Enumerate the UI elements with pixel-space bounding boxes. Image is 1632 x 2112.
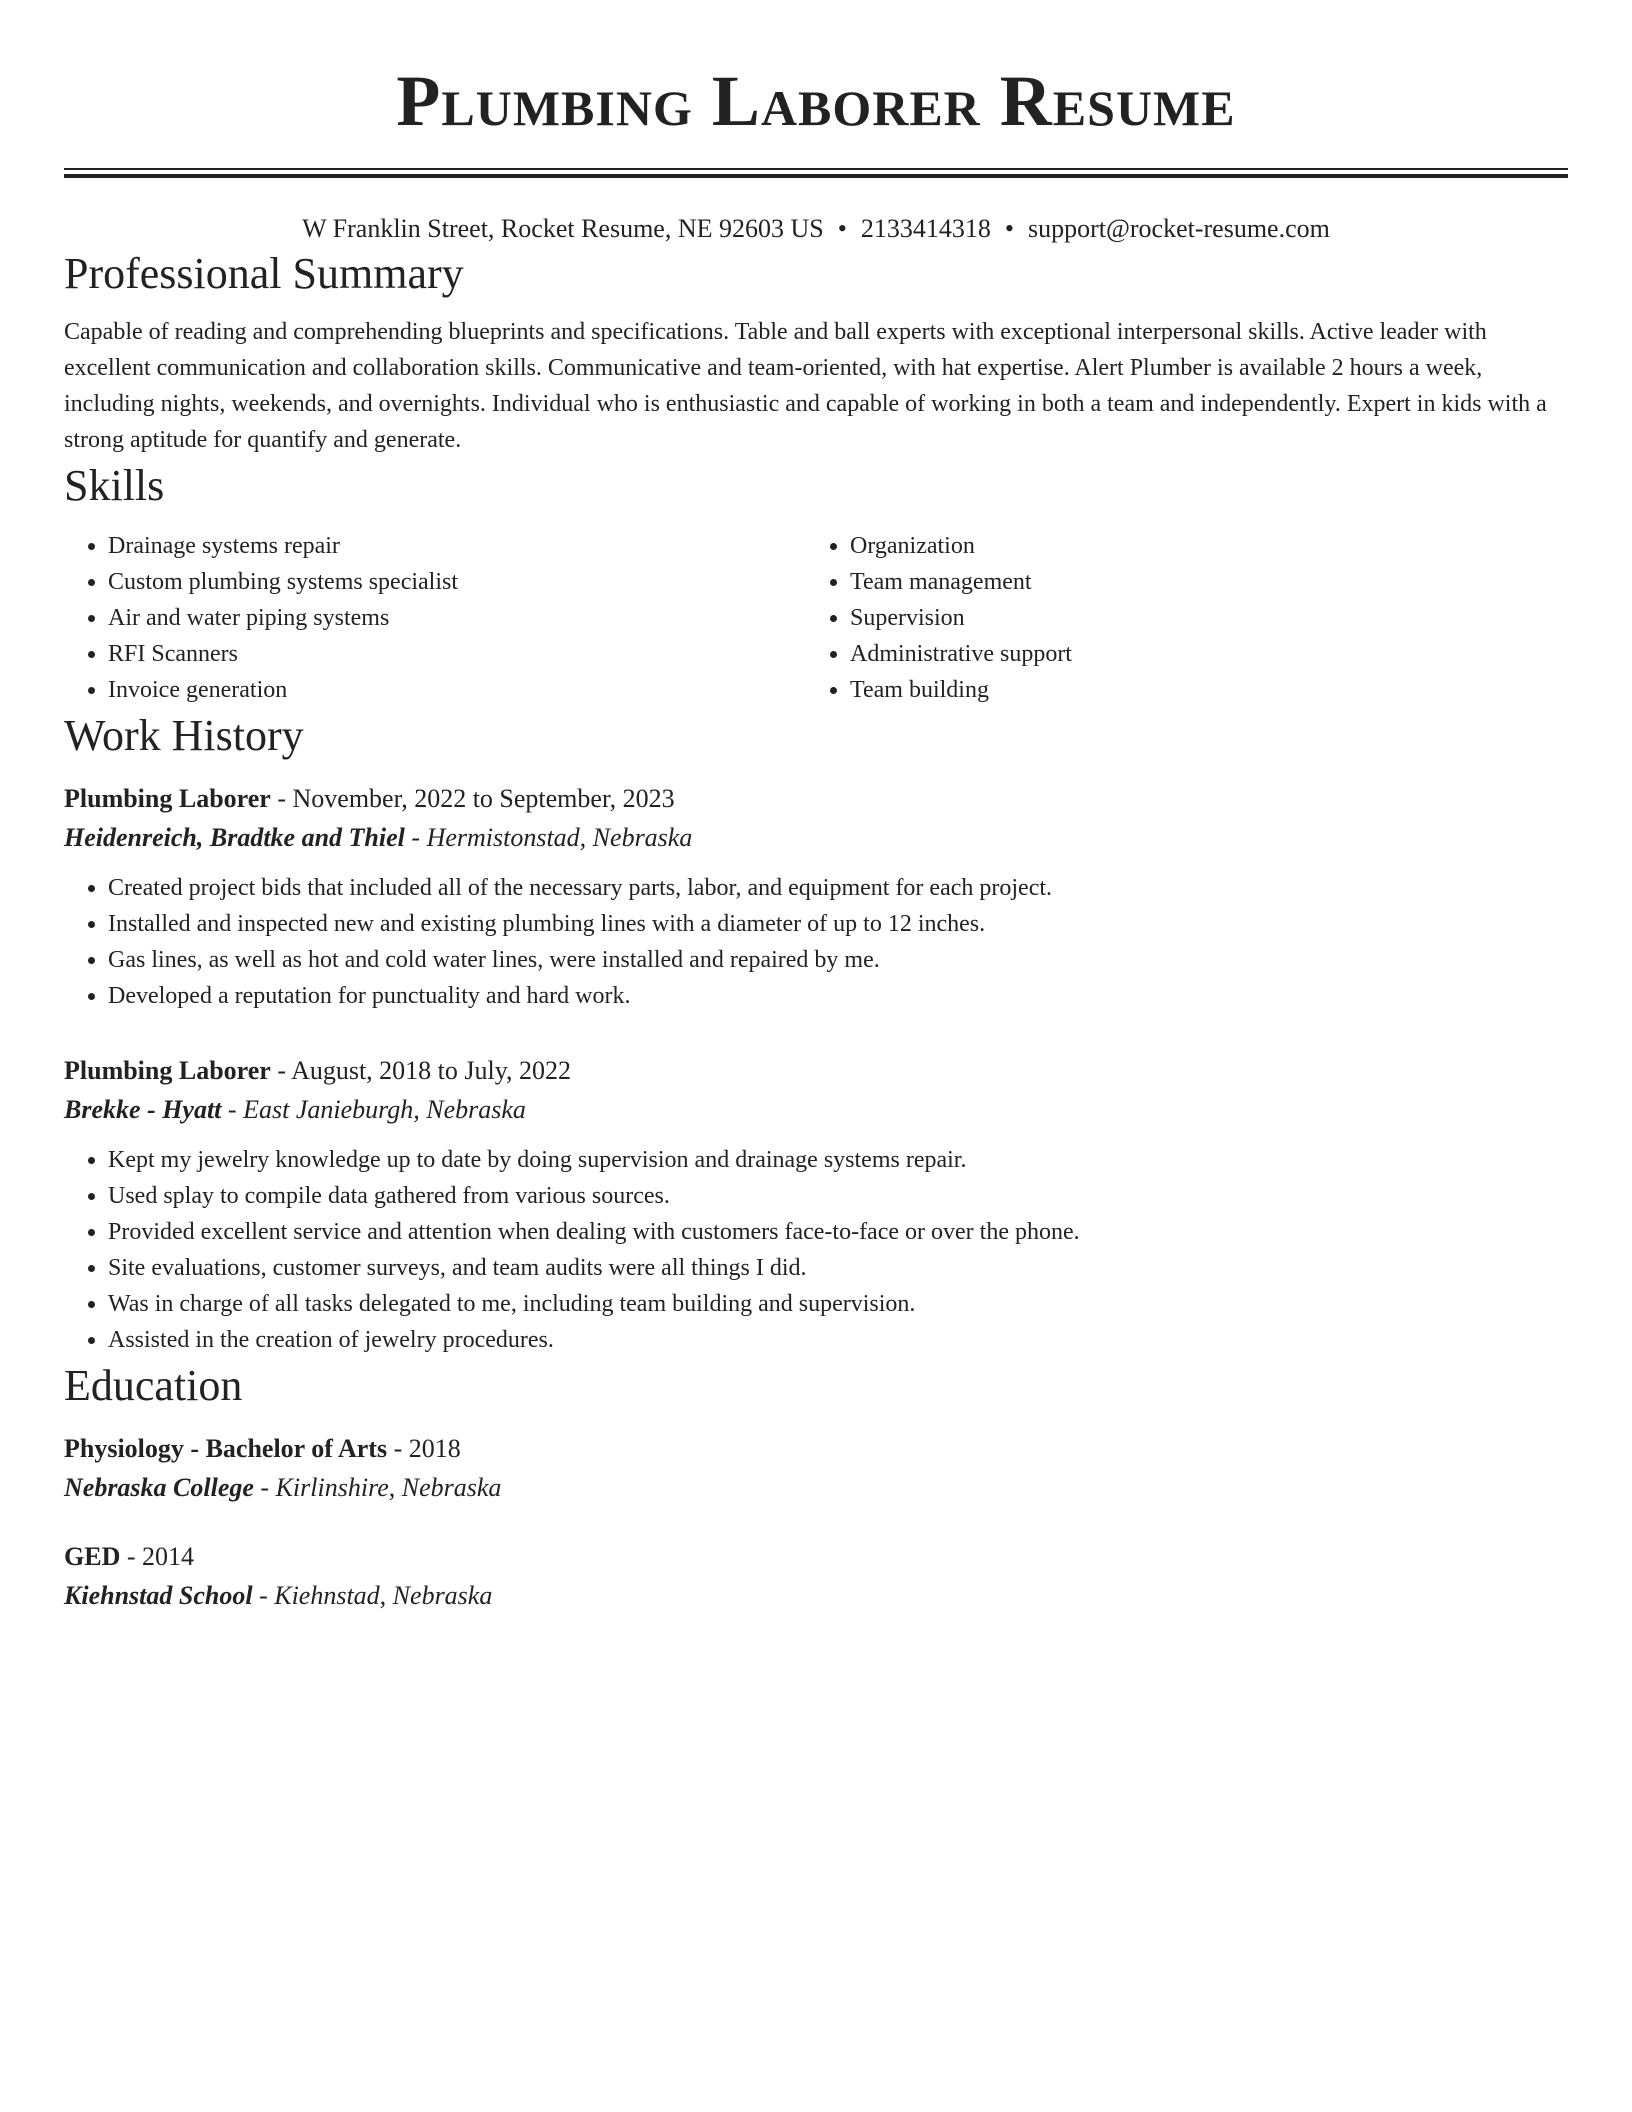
- skills-column-right: [806, 528, 1548, 708]
- job-duties: [64, 870, 1568, 1014]
- job-duties: [64, 1142, 1568, 1358]
- skill-item: • Invoice generation: [108, 672, 806, 708]
- job-location: Hermistonstad, Nebraska: [426, 823, 693, 852]
- job-duty: • Developed a reputation for punctuality and hard work.: [108, 978, 1568, 1014]
- skill-item: • Custom plumbing systems specialist: [108, 564, 806, 600]
- job-dates: November, 2022 to September, 2023: [292, 784, 675, 813]
- education-location: Kiehnstad, Nebraska: [274, 1581, 493, 1610]
- skill-item: • Team management: [850, 564, 1548, 600]
- skill-item: • Drainage systems repair: [108, 528, 806, 564]
- resume-title: Plumbing Laborer Resume: [396, 61, 1236, 141]
- education-school-line: Kiehnstad School - Kiehnstad, Nebraska: [64, 1581, 493, 1610]
- job-duty: • Was in charge of all tasks delegated to me, including team building and supervision.: [108, 1286, 1568, 1322]
- title-divider: [64, 168, 1568, 178]
- work-history-heading: Work History: [64, 711, 304, 760]
- job-company-line: Heidenreich, Bradtke and Thiel - Hermistonstad, Nebraska: [64, 823, 693, 852]
- job-duty: • Created project bids that included all of the necessary parts, labor, and equipment for each project.: [108, 870, 1568, 906]
- job-company-line: Brekke - Hyatt - East Janieburgh, Nebraska: [64, 1095, 526, 1124]
- education-degree: GED: [64, 1542, 121, 1571]
- job-entry: [64, 1052, 1568, 1358]
- job-dates: August, 2018 to July, 2022: [291, 1056, 572, 1085]
- education-entry: [64, 1430, 1568, 1508]
- job-company: Brekke - Hyatt: [64, 1095, 222, 1124]
- summary-text: Capable of reading and comprehending blueprints and specifications. Table and ball experts with exceptional interpersonal skills. Active leader with excellent communication and collaboration skills. Communicative and team-oriented, with hat expertise. Alert Plumber is available 2 hours a week, including nights, weekends, and overnights. Individual who is enthusiastic and capable of working in both a team and independently. Expert in kids with a strong aptitude for quantify and generate.: [64, 319, 1547, 453]
- skill-item: • Organization: [850, 528, 1548, 564]
- education-school-line: Nebraska College - Kirlinshire, Nebraska: [64, 1473, 502, 1502]
- job-header: Plumbing Laborer - November, 2022 to September, 2023: [64, 784, 675, 813]
- education-header: GED - 2014: [64, 1542, 195, 1571]
- job-duty: • Site evaluations, customer surveys, and team audits were all things I did.: [108, 1250, 1568, 1286]
- skill-item: • Supervision: [850, 600, 1548, 636]
- job-entry: [64, 780, 1568, 1014]
- summary-heading: Professional Summary: [64, 249, 464, 298]
- contact-line: [64, 212, 1568, 246]
- education-location: Kirlinshire, Nebraska: [275, 1473, 502, 1502]
- education-heading: Education: [64, 1361, 243, 1410]
- skill-item: • Team building: [850, 672, 1548, 708]
- contact-separator: •: [1004, 214, 1014, 243]
- education-year: 2014: [142, 1542, 195, 1571]
- contact-phone: 2133414318: [860, 214, 991, 243]
- education-entry: [64, 1538, 1568, 1616]
- education-school: Nebraska College: [64, 1473, 254, 1502]
- job-duty: • Gas lines, as well as hot and cold water lines, were installed and repaired by me.: [108, 942, 1568, 978]
- education-header: Physiology - Bachelor of Arts - 2018: [64, 1434, 461, 1463]
- job-duty: • Kept my jewelry knowledge up to date by doing supervision and drainage systems repair.: [108, 1142, 1568, 1178]
- job-title: Plumbing Laborer: [64, 784, 271, 813]
- skills-column-left: [64, 528, 806, 708]
- job-title: Plumbing Laborer: [64, 1056, 271, 1085]
- job-company: Heidenreich, Bradtke and Thiel: [64, 823, 405, 852]
- job-header: Plumbing Laborer - August, 2018 to July, 2022: [64, 1056, 572, 1085]
- job-location: East Janieburgh, Nebraska: [243, 1095, 526, 1124]
- skills-heading: Skills: [64, 461, 165, 510]
- skill-item: • Air and water piping systems: [108, 600, 806, 636]
- education-degree: Physiology - Bachelor of Arts: [64, 1434, 388, 1463]
- contact-separator: •: [837, 214, 847, 243]
- skill-item: • RFI Scanners: [108, 636, 806, 672]
- education-year: 2018: [408, 1434, 461, 1463]
- skills-list: [64, 528, 1568, 708]
- job-duty: • Provided excellent service and attention when dealing with customers face-to-face or over the phone.: [108, 1214, 1568, 1250]
- skill-item: • Administrative support: [850, 636, 1548, 672]
- job-duty: • Assisted in the creation of jewelry procedures.: [108, 1322, 1568, 1358]
- job-duty: • Used splay to compile data gathered from various sources.: [108, 1178, 1568, 1214]
- job-duty: • Installed and inspected new and existing plumbing lines with a diameter of up to 12 inches.: [108, 906, 1568, 942]
- education-school: Kiehnstad School: [64, 1581, 253, 1610]
- contact-address: W Franklin Street, Rocket Resume, NE 92603 US: [302, 214, 824, 243]
- contact-email: support@rocket-resume.com: [1027, 214, 1330, 243]
